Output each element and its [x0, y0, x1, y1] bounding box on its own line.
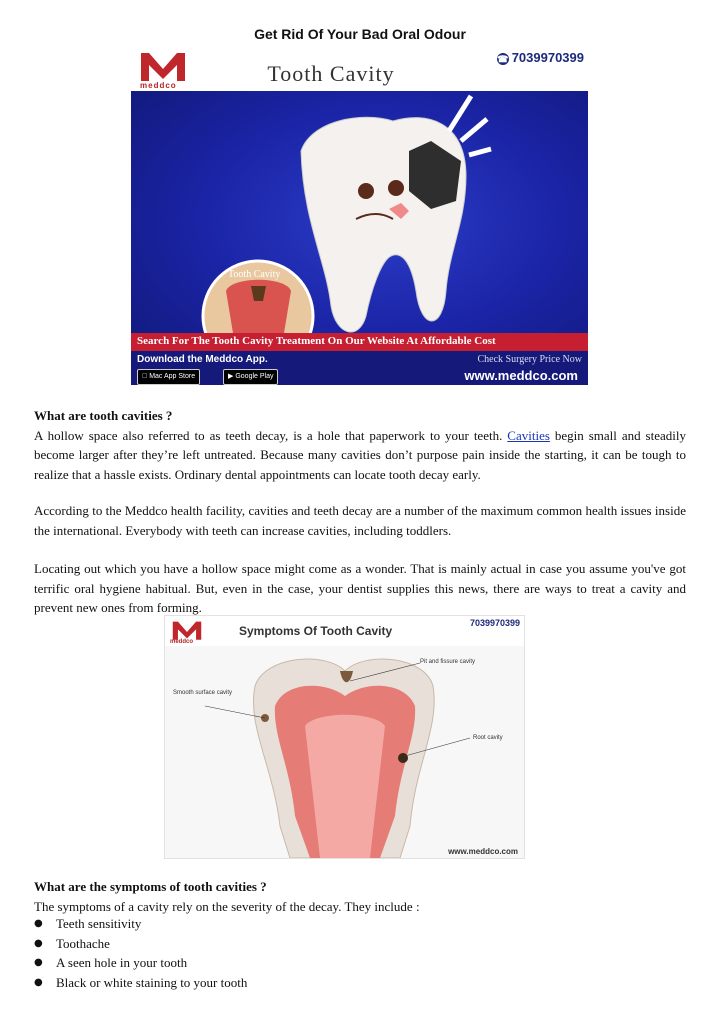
search-bar-strip: Search For The Tooth Cavity Treatment On Our Website At Affordable Cost [131, 333, 588, 351]
cavity-label: Tooth Cavity [228, 269, 281, 280]
app-store-button[interactable]: Mac App Store [137, 369, 200, 385]
banner-title: Tooth Cavity [267, 61, 395, 86]
diagram-header [165, 616, 524, 646]
download-strip [131, 351, 588, 385]
list-item: ● Black or white staining to your tooth [34, 973, 247, 993]
cavities-link[interactable]: Cavities [507, 427, 550, 443]
section1 [34, 406, 686, 484]
symptoms-diagram [164, 615, 525, 859]
section2 [34, 877, 686, 916]
tooth-cross-section [165, 646, 524, 858]
check-price-text: Check Surgery Price Now [477, 354, 582, 365]
tooth-cavity-banner [131, 45, 588, 385]
pit-fissure-label: Pit and fissure cavity [420, 659, 476, 665]
symptoms-list [34, 914, 247, 992]
play-icon: ▶ [228, 373, 234, 380]
website-link[interactable]: www.meddco.com [464, 368, 578, 383]
paragraph-2: According to the Meddco health facility, cavities and teeth decay are a number of the maximum common health issues inside the international. Everybody with teeth can increase cavities, including toddlers. [34, 503, 686, 538]
diagram-title: Symptoms Of Tooth Cavity [239, 624, 393, 638]
meddco-logo-icon [169, 619, 205, 641]
sad-tooth-icon [131, 91, 588, 333]
banner-header [131, 45, 588, 91]
paragraph-1: A hollow space also referred to as teeth decay, is a hole that paperwork to your teeth. Cavities begin small and steadily become larger after they’re left untreated. Because many cavities don’t purpose pain inside the starting, it can be tough to realize that a hassle exists. Ordinary dental appointments can locate tooth decay early. [34, 427, 686, 482]
apple-icon [142, 373, 147, 380]
phone-number: 7039970399 [469, 618, 520, 628]
download-text: Download the Meddco App. [137, 354, 268, 365]
section2-intro: The symptoms of a cavity rely on the severity of the decay. They include : [34, 898, 420, 914]
website-link[interactable]: www.meddco.com [448, 847, 518, 856]
smooth-surface-label: Smooth surface cavity [173, 690, 233, 696]
logo-text: meddco [170, 639, 194, 645]
document-title: Get Rid Of Your Bad Oral Odour [254, 26, 466, 42]
section2-heading: What are the symptoms of tooth cavities ? [34, 879, 267, 894]
phone-icon: ☎ [497, 53, 509, 64]
paragraph-3: Locating out which you have a hollow space might come as a wonder. That is mainly actual in case you assume you've got terrific oral hygiene habitual. But, even in the case, your dentist supplies this news, there are ways to treat a cavity and prevent new ones from forming. [34, 561, 686, 615]
google-play-button[interactable]: ▶ Google Play [223, 369, 278, 385]
list-item: ● Teeth sensitivity [34, 914, 247, 934]
root-cavity-label: Root cavity [473, 735, 503, 741]
phone-number: ☎ 7039970399 [497, 50, 584, 65]
tooth-cross-section-icon [165, 646, 524, 858]
logo-text: meddco [140, 81, 177, 90]
section1-heading: What are tooth cavities ? [34, 408, 173, 423]
list-item: ● A seen hole in your tooth [34, 953, 247, 973]
list-item: ● Toothache [34, 934, 247, 954]
